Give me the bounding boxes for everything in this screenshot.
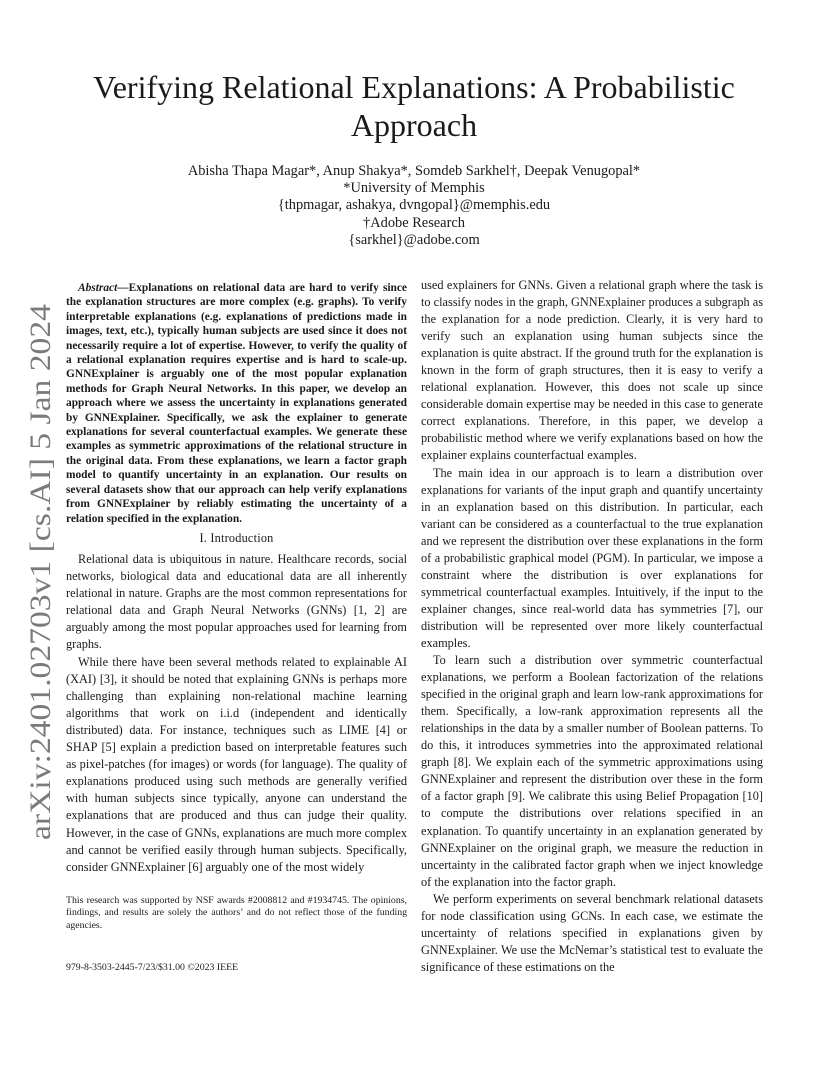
right-paragraph-2: The main idea in our approach is to learn a distribution over explanations for variants of the input graph and quantify uncertainty in an explanation based on this distribution. In particular, each variant can be considered as a counterfactual to the true explanation and we represent the distribution over these explanations in the form of a probabilistic graphical model (PGM). In particular, we impose a constraint where the distribution is over explanations for symmetrical counterfactual examples. Intuitively, if the input to the explainer changes, since real-world data has symmetries [7], our distribution will be represented over more likely counterfactual examples. <box>421 465 763 650</box>
left-column <box>66 281 407 876</box>
intro-paragraph-2: While there have been several methods related to explainable AI (XAI) [3], it should be noted that explaining GNNs is perhaps more challenging than explaining non-relational machine learning algorithms that work on i.i.d (independent and identically distributed) data. For instance, techniques such as LIME [4] or SHAP [5] explain a prediction based on interpretable features such as pixel-patches (for images) or words (for language). The quality of explanations produced using such methods are generally verified with human subjects since typically, anyone can understand the explanations that are produced and thus can judge their quality. However, in the case of GNNs, explanations are much more complex and cannot be verified easily through human subjects. Specifically, consider GNNExplainer [6] arguably one of the most widely <box>66 654 407 874</box>
arxiv-stamp <box>14 302 60 842</box>
intro-paragraph-1: Relational data is ubiquitous in nature. Healthcare records, social networks, biological data and educational data are all inherently relational in nature. Graphs are the most common representations for relational data and Graph Neural Networks (GNNs) [1, 2] are arguably among the most popular approaches used for learning from graphs. <box>66 552 407 652</box>
email-adobe: {sarkhel}@adobe.com <box>348 231 480 248</box>
author-block <box>66 163 762 249</box>
funding-footnote: This research was supported by NSF awards #2008812 and #1934745. The opinions, findings, and results are solely the authors’ and do not reflect those of the funding agencies. <box>66 895 407 931</box>
email-memphis: {thpmagar, ashakya, dvngopal}@memphis.edu <box>277 197 551 214</box>
affiliation-memphis: *University of Memphis <box>343 180 485 197</box>
section-heading-introduction: I. Introduction <box>199 530 274 545</box>
abstract-text: —Explanations on relational data are hard to verify since the explanation structures are more complex (e.g. graphs). To verify interpretable explanations (e.g. explanations of predictions made in images, text, etc.), typically human subjects are used since it does not necessarily require a lot of expertise. However, to verify the quality of a relational explanation requires expertise and is hard to scale-up. GNNExplainer is arguably one of the most popular explanation methods for Graph Neural Networks. In this paper, we develop an approach where we assess the uncertainty in explanations generated by GNNExplainer. Specifically, we ask the explainer to generate explanations for several counterfactual examples. We generate these examples as symmetric approximations of the relational structure in the original data. From these explanations, we learn a factor graph model to quantify uncertainty in an explanation. Our results on several datasets show that our approach can help verify explanations from GNNExplainer by reliably estimating the uncertainty of a relation specified in the explanation. <box>66 282 407 525</box>
author-list: Abisha Thapa Magar*, Anup Shakya*, Somdeb Sarkhel†, Deepak Venugopal* <box>187 163 641 179</box>
abstract <box>66 281 407 526</box>
right-paragraph-4: We perform experiments on several benchmark relational datasets for node classification using GCNs. In each case, we estimate the uncertainty of relations specified in explanations given by GNNExplainer. We use the McNemar’s statistical test to evaluate the significance of these estimations on the <box>421 891 763 974</box>
right-paragraph-3: To learn such a distribution over symmetric counterfactual explanations, we perform a Boolean factorization of the relations specified in the original graph and learn low-rank approximations for them. Specifically, a low-rank approximation represents all the relationships in the data by a smaller number of Boolean patterns. To do this, it introduces symmetries into the approximated relational graph [8]. We explain each of the symmetric approximations using GNNExplainer and represent the distribution over these in the form of a factor graph [9]. We calibrate this using Belief Propagation [10] to compute the distributions over relations specified in an explanation. To quantify uncertainty in an explanation generated by GNNExplainer on the original graph, we measure the reduction in uncertainty in the calibrated factor graph when we inject knowledge of the explanation into the factor graph. <box>421 653 763 889</box>
right-paragraph-1: used explainers for GNNs. Given a relational graph where the task is to classify nodes in the graph, GNNExplainer produces a subgraph as the explanation for a node prediction. Clearly, it is very hard to verify such an explanation using human subjects since the explanation is quite abstract. If the ground truth for the explanation is known in the form of graph structures, then it is easy to verify a relational explanation. However, this does not scale up since considerable domain expertise may be needed in this case to generate correct explanations. Therefore, in this paper, we develop a probabilistic method where we verify explanations based on how the explainer explains counterfactual examples. <box>421 278 763 463</box>
paper-title: Verifying Relational Explanations: A Probabilistic Approach <box>93 69 735 143</box>
right-column <box>421 277 763 976</box>
arxiv-id: arXiv:2401.02703v1 [cs.AI] 5 Jan 2024 <box>24 361 57 840</box>
affiliation-adobe: †Adobe Research <box>363 214 465 231</box>
copyright-notice: 979-8-3503-2445-7/23/$31.00 ©2023 IEEE <box>66 962 239 973</box>
abstract-lead: Abstract <box>78 282 118 294</box>
